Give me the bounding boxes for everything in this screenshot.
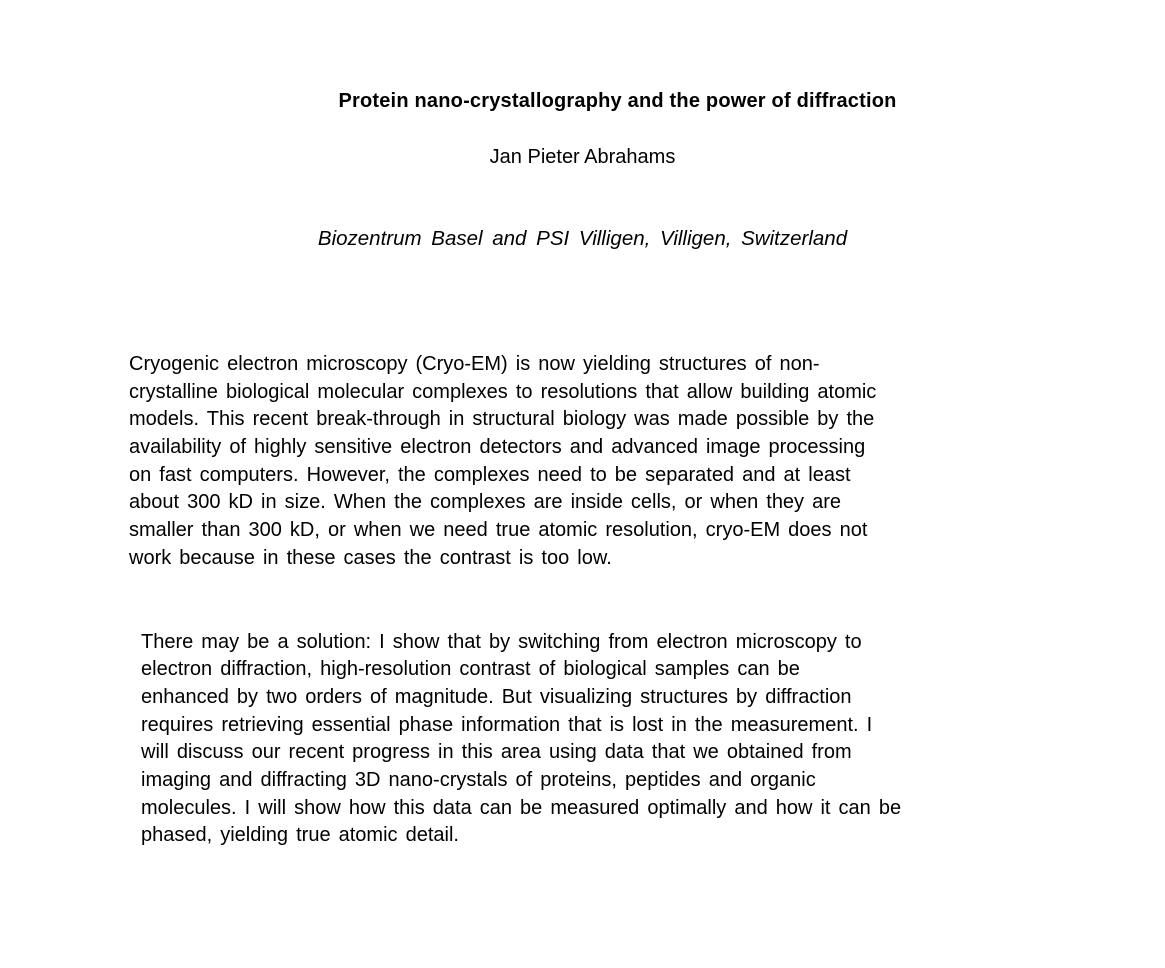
text-line: will discuss our recent progress in this area using data that we obtained from <box>141 741 852 764</box>
abstract-paragraph-2 <box>141 629 1041 851</box>
text-line: enhanced by two orders of magnitude. But visualizing structures by diffraction <box>141 685 852 708</box>
text-line: availability of highly sensitive electron detectors and advanced image processing <box>129 436 866 459</box>
text-line: imaging and diffracting 3D nano-crystals of proteins, peptides and organic <box>141 768 816 791</box>
text-line: work because in these cases the contrast is too low. <box>129 546 612 569</box>
author-name: Jan Pieter Abrahams <box>489 146 676 168</box>
text-line: about 300 kD in size. When the complexes are inside cells, or when they are <box>129 491 842 514</box>
text-line: on fast computers. However, the complexes need to be separated and at least <box>129 463 851 486</box>
text-line: requires retrieving essential phase information that is lost in the measurement. I <box>141 713 873 736</box>
text-line: phased, yielding true atomic detail. <box>141 824 459 847</box>
text-line: There may be a solution: I show that by switching from electron microscopy to <box>141 630 862 653</box>
text-line: crystalline biological molecular complexes to resolutions that allow building atomic <box>129 380 877 403</box>
author-affiliation: Biozentrum Basel and PSI Villigen, Villigen, Switzerland <box>317 227 848 250</box>
document-title: Protein nano-crystallography and the power of diffraction <box>338 90 897 112</box>
abstract-paragraph-1 <box>129 351 1029 573</box>
text-line: smaller than 300 kD, or when we need true atomic resolution, cryo-EM does not <box>129 519 868 542</box>
text-line: electron diffraction, high-resolution contrast of biological samples can be <box>141 658 800 681</box>
text-line: models. This recent break-through in structural biology was made possible by the <box>129 408 875 431</box>
text-line: molecules. I will show how this data can be measured optimally and how it can be <box>141 796 902 819</box>
text-line: Cryogenic electron microscopy (Cryo-EM) is now yielding structures of non- <box>129 353 820 375</box>
